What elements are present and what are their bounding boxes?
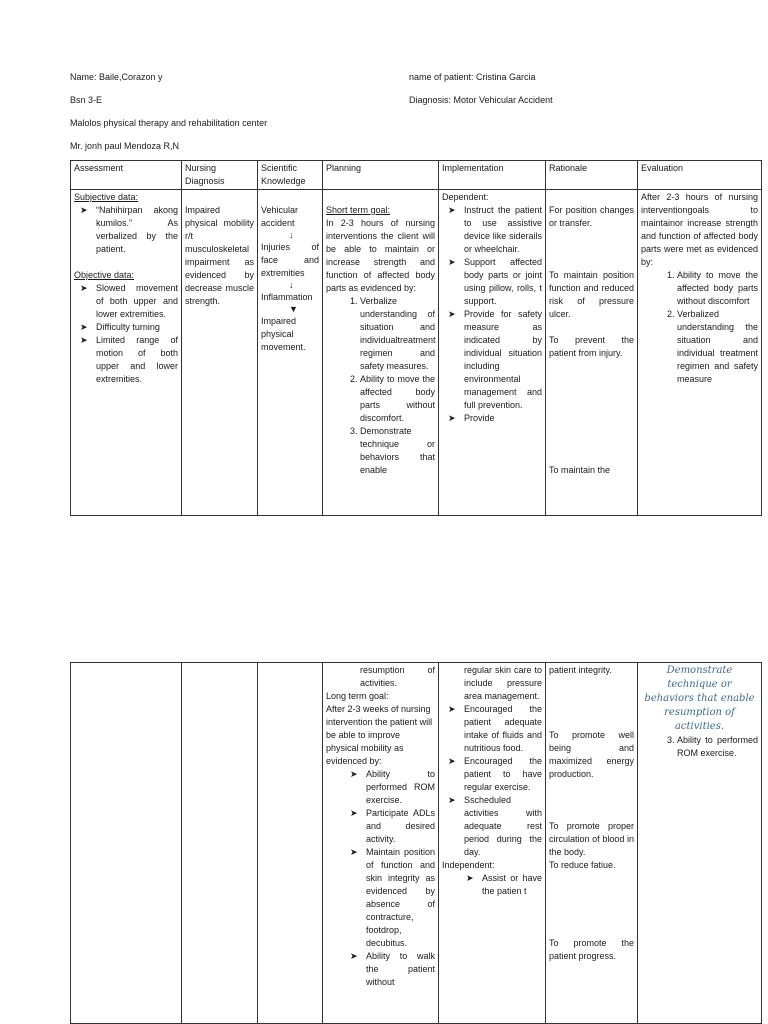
list-item: ➤ Difficulty turning <box>96 321 178 334</box>
patient-name: name of patient: Cristina Garcia <box>409 72 536 82</box>
list-item: 1. Ability to move the affected body parts without discomfort <box>677 269 758 308</box>
sk-step-impaired: Impaired physical movement. <box>261 316 306 352</box>
independent-label: Independent: <box>442 860 495 870</box>
rationale-item: To promote proper circulation of blood in the body. <box>549 821 634 857</box>
objective-list <box>74 282 178 386</box>
list-item: ➤ Maintain position of function and skin integrity as evidenced by absence of contracture, footdrop, decubitus. <box>366 846 435 950</box>
diagnosis: Diagnosis: Motor Vehicular Accident <box>409 95 553 105</box>
col-header-evaluation: Evaluation <box>638 161 762 190</box>
evaluation-list <box>641 269 758 386</box>
list-item: 3. Ability to performed ROM exercise. <box>677 734 758 760</box>
rationale-item: To maintain the <box>549 465 611 475</box>
implementation-continuation: regular skin care to include pressure area management. <box>464 665 542 701</box>
list-item: ➤ Encouraged the patient adequate intake of fluids and nutritious food. <box>464 703 542 755</box>
down-arrow-icon: ↓ <box>289 230 294 240</box>
evaluation-list <box>641 734 758 760</box>
list-item: ➤ Slowed movement of both upper and lower extremities. <box>96 282 178 321</box>
student-section: Bsn 3-E <box>70 95 103 105</box>
subjective-label: Subjective data: <box>74 192 139 202</box>
sk-step-accident: Vehicular accident <box>261 205 299 228</box>
student-name: Name: Baile,Corazon y <box>70 72 163 82</box>
list-item: ➤ Limited range of motion of both upper and lower extremities. <box>96 334 178 386</box>
col-header-scientific-knowledge: Scientific Knowledge <box>258 161 323 190</box>
rationale-item: To promote the patient progress. <box>549 938 634 961</box>
rationale-item: patient integrity. <box>549 665 612 675</box>
evaluation-cell <box>638 663 762 1024</box>
col-header-implementation: Implementation <box>439 161 546 190</box>
rationale-item: To promote well being and maximized energy production. <box>549 730 634 779</box>
evaluation-intro: After 2-3 hours of nursing interventiongoals to maintainor increase strength and function of affected body parts were met as evidenced by: <box>641 192 758 267</box>
short-term-goal-text: In 2-3 hours of nursing interventions the client will be able to maintain or increase strength and function of affected body parts as evidenced by: <box>326 218 435 293</box>
sk-step-injuries: Injuries of face and extremities <box>261 242 319 278</box>
list-item: ➤ Encouraged the patient to have regular exercise. <box>464 755 542 794</box>
rationale-cell <box>546 663 638 1024</box>
sk-step-inflammation: Inflammation <box>261 292 313 302</box>
short-term-goal-list <box>326 295 435 477</box>
list-item: 2. Ability to move the affected body parts without discomfort. <box>360 373 435 425</box>
long-term-goal-label: Long term goal: <box>326 691 389 701</box>
list-item: ➤ Ability to performed ROM exercise. <box>366 768 435 807</box>
care-plan-table-page2 <box>70 662 762 1024</box>
scientific-knowledge-cell <box>258 190 323 516</box>
evaluation-continuation: Demonstrate technique or behaviors that enable resumption of activities. <box>644 665 755 732</box>
nursing-diagnosis-cell <box>182 190 258 516</box>
planning-cell <box>323 190 439 516</box>
list-item: ➤ Provide for safety measure as indicated by individual situation including environmental management and full prevention. <box>464 308 542 412</box>
planning-continuation: resumption of activities. <box>360 665 435 688</box>
short-term-goal-label: Short term goal: <box>326 205 391 215</box>
col-header-nursing-diagnosis: Nursing Diagnosis <box>182 161 258 190</box>
list-item: 3. Demonstrate technique or behaviors that enable <box>360 425 435 477</box>
scientific-knowledge-cell <box>258 663 323 1024</box>
table-body-row <box>71 190 762 516</box>
rationale-item: To prevent the patient from injury. <box>549 335 634 358</box>
implementation-list <box>442 703 542 859</box>
list-item: ➤ Provide <box>464 412 542 425</box>
objective-label: Objective data: <box>74 270 135 280</box>
dependent-label: Dependent: <box>442 192 489 202</box>
rationale-item: To maintain position function and reduced risk of pressure ulcer. <box>549 270 634 319</box>
down-arrow-icon: ↓ <box>289 280 294 290</box>
list-item: 2. Verbalized understanding the situation and individual treatment regimen and safety measure <box>677 308 758 386</box>
implementation-cell <box>439 190 546 516</box>
list-item: 1. Verbalize understanding of situation and individualtreatment regimen and safety measures. <box>360 295 435 373</box>
subjective-list <box>74 204 178 256</box>
list-item: ➤ Instruct the patient to use assistive device like siderails or wheelchair. <box>464 204 542 256</box>
col-header-planning: Planning <box>323 161 439 190</box>
list-item: ➤ Sscheduled activities with adequate rest period during the day. <box>464 794 542 859</box>
down-arrow-icon: ▼ <box>289 304 298 314</box>
assessment-cell <box>71 190 182 516</box>
care-plan-table-page1 <box>70 160 762 516</box>
list-item: ➤ “Nahihirpan akong kumilos.” As verbalized by the patient. <box>96 204 178 256</box>
planning-cell <box>323 663 439 1024</box>
rationale-cell <box>546 190 638 516</box>
rationale-item: For position changes or transfer. <box>549 205 634 228</box>
rationale-item: To reduce fatiue. <box>549 860 616 870</box>
nursing-diagnosis-text: Impaired physical mobility r/t musculoskeletal impairment as evidenced by decrease muscle strength. <box>185 205 254 306</box>
table-header-row <box>71 161 762 190</box>
instructor-name: Mr. jonh paul Mendoza R,N <box>70 141 180 151</box>
nursing-diagnosis-cell <box>182 663 258 1024</box>
list-item: ➤ Participate ADLs and desired activity. <box>366 807 435 846</box>
implementation-list <box>442 204 542 425</box>
assessment-cell <box>71 663 182 1024</box>
col-header-rationale: Rationale <box>546 161 638 190</box>
evaluation-cell <box>638 190 762 516</box>
hospital-name: Malolos physical therapy and rehabilitation center <box>70 118 268 128</box>
list-item: ➤ Support affected body parts or joint using pillow, rolls, t support. <box>464 256 542 308</box>
long-term-goal-list <box>326 768 435 989</box>
list-item: ➤ Assist or have the patien t <box>482 872 542 898</box>
implementation-cell <box>439 663 546 1024</box>
col-header-assessment: Assessment <box>71 161 182 190</box>
long-term-goal-text: After 2-3 weeks of nursing intervention the patient will be able to improve physical mobility as evidenced by: <box>326 704 433 766</box>
list-item: ➤ Ability to walk the patient without <box>366 950 435 989</box>
independent-list <box>442 872 542 898</box>
table-body-row <box>71 663 762 1024</box>
